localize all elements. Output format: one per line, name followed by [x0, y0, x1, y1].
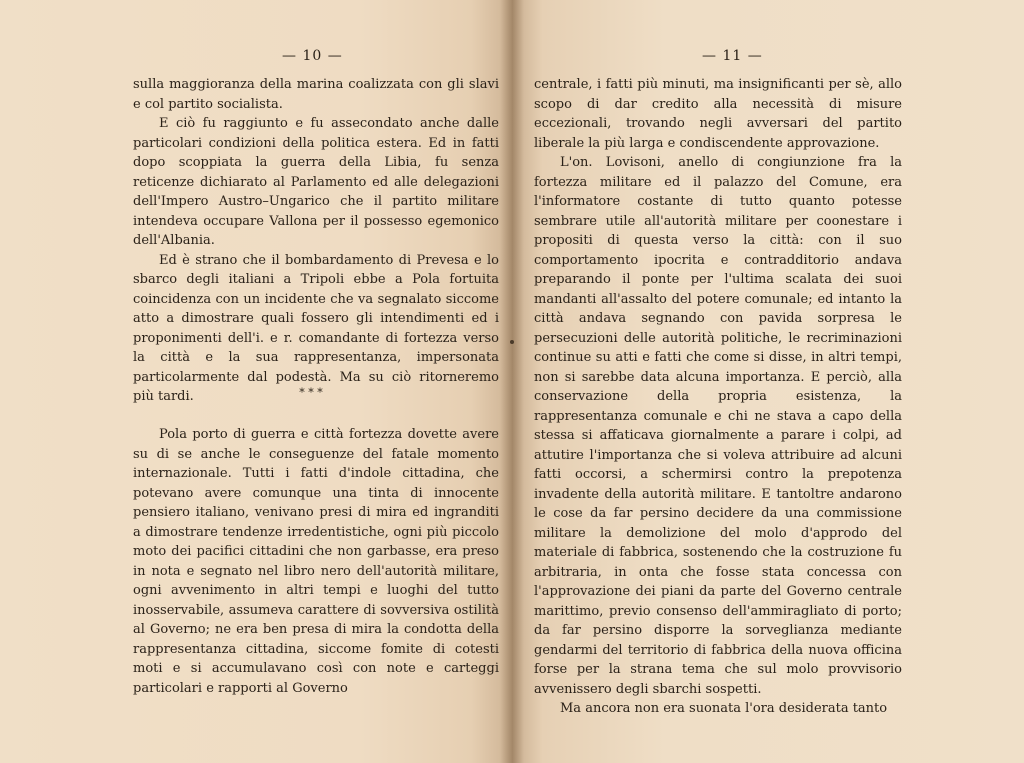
- left-text-after-break: [133, 425, 499, 698]
- page-number-left: — 10 —: [282, 48, 343, 64]
- paragraph: L'on. Lovisoni, anello di congiunzione fra la fortezza militare ed il palazzo del Comune, era l'informatore costante di tutto quanto potesse sembrare utile all'autorità militare per coonestare i propositi di questa verso la città: con il suo comportamento ipocrita e contradditorio andava preparando il ponte per l'ultima scalata dei suoi mandanti all'assalto del potere comunale; ed intanto la città andava segnando con pavida sorpresa le persecuzioni delle autorità politiche, le recriminazioni continue su atti e fatti che come si disse, in altri tempi, non si sarebbe data alcuna importanza. E perciò, alla conservazione della propria esistenza, la rappresentanza comunale e chi ne stava a capo della stessa si affaticava giornalmente a parare i colpi, ad attutire l'importanza che si voleva attribuire ad alcuni fatti occorsi, a schermirsi contro la prepotenza invadente della autorità militare. E tantoltre andarono le cose da far persino decidere da una commissione militare la demolizione del molo d'approdo del materiale di fabbrica, sostenendo che la costruzione fu arbitraria, in onta che fosse stata concessa con l'approvazione dei piani da parte del Governo centrale marittimo, previo consenso dell'ammiragliato di porto; da far persino disporre la sorveglianza mediante gendarmi del territorio di fabbrica della nuova officina forse per la strana tema che sul molo provvisorio avvenissero degli sbarchi sospetti.: [534, 155, 902, 697]
- section-break-asterism: * * *: [299, 386, 323, 399]
- right-page: [512, 0, 1024, 763]
- page-number-right: — 11 —: [702, 48, 763, 64]
- paragraph: Pola porto di guerra e città fortezza dovette avere su di se anche le conseguenze del fatale momento internazionale. Tutti i fatti d'indole cittadina, che potevano avere comunque una tinta di innocente pensiero italiano, venivano presi di mira ed ingranditi a dimostrare tendenze irredentistiche, ogni più piccolo moto dei pacifici cittadini che non garbasse, era preso in nota e segnato nel libro nero dell'autorità militare, ogni avvenimento in altri tempi e luoghi del tutto inosservabile, assumeva carattere di sovversiva ostilità al Governo; ne era ben presa di mira la condotta della rappresentanza cittadina, siccome fomite di cotesti moti e si accumulavano così con note e carteggi particolari e rapporti al Governo: [133, 427, 499, 696]
- paragraph: Ma ancora non era suonata l'ora desiderata tanto: [560, 701, 888, 716]
- right-text: [534, 75, 902, 719]
- ink-speck: [510, 340, 514, 344]
- paragraph: centrale, i fatti più minuti, ma insignificanti per sè, allo scopo di dar credito alla necessità di misure eccezionali, trovando negli avversari del partito liberale la più larga e condiscendente approvazione.: [534, 77, 902, 151]
- left-text-before-break: [133, 75, 499, 407]
- paragraph: sulla maggioranza della marina coalizzata con gli slavi e col partito socialista.: [133, 77, 499, 112]
- paragraph: Ed è strano che il bombardamento di Prevesa e lo sbarco degli italiani a Tripoli ebbe a Pola fortuita coincidenza con un incidente che va segnalato siccome atto a dimostrare quali fossero gli intendimenti ed i proponimenti dell'i. e r. comandante di fortezza verso la città e la sua rappresentanza, impersonata particolarmente dal podestà. Ma su ciò ritorneremo più tardi.: [133, 252, 499, 404]
- paragraph: E ciò fu raggiunto e fu assecondato anche dalle particolari condizioni della politica estera. Ed in fatti dopo scoppiata la guerra della Libia, fu senza reticenze dichiarato al Parlamento ed alle delegazioni dell'Impero Austro–Ungarico che il partito militare intendeva occupare Vallona per il possesso egemonico dell'Albania.: [133, 116, 499, 248]
